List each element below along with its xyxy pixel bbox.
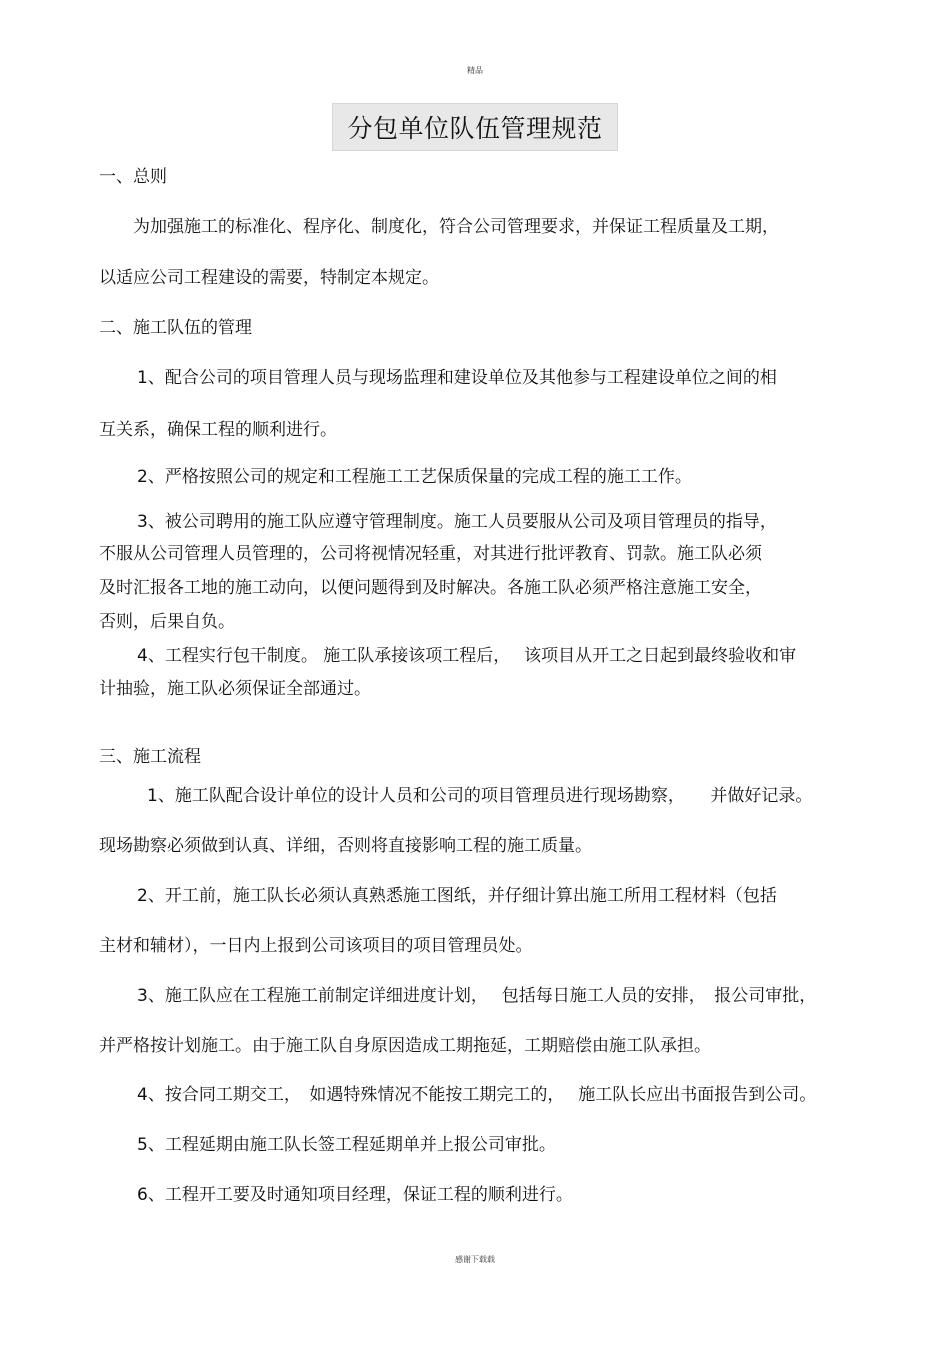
- paragraph-line: 不服从公司管理人员管理的，公司将视情况轻重，对其进行批评教育、罚款。施工队必须: [99, 544, 762, 564]
- paragraph-line: 4、按合同工期交工， 如遇特殊情况不能按工期完工的， 施工队长应出书面报告到公司。: [137, 1085, 817, 1105]
- section-heading-team-management: 二、施工队伍的管理: [99, 318, 252, 338]
- paragraph-line: 互关系，确保工程的顺利进行。: [99, 420, 337, 440]
- paragraph-line: 主材和辅材），一日内上报到公司该项目的项目管理员处。: [99, 936, 533, 956]
- paragraph-line: 6、工程开工要及时通知项目经理，保证工程的顺利进行。: [137, 1185, 573, 1205]
- paragraph-line: 2、严格按照公司的规定和工程施工工艺保质保量的完成工程的施工工作。: [137, 467, 692, 487]
- paragraph-line: 并严格按计划施工。由于施工队自身原因造成工期拖延，工期赔偿由施工队承担。: [99, 1036, 711, 1056]
- section-heading-general: 一、总则: [99, 167, 167, 187]
- paragraph-line: 1、配合公司的项目管理人员与现场监理和建设单位及其他参与工程建设单位之间的相: [137, 368, 777, 388]
- paragraph-line: 5、工程延期由施工队长签工程延期单并上报公司审批。: [137, 1135, 556, 1155]
- paragraph-line: 以适应公司工程建设的需要，特制定本规定。: [99, 268, 439, 288]
- page-header: 精品: [467, 66, 483, 75]
- section-heading-construction-flow: 三、施工流程: [99, 747, 201, 767]
- paragraph-line: 2、开工前，施工队长必须认真熟悉施工图纸，并仔细计算出施工所用工程材料（包括: [137, 886, 777, 906]
- title-box: [332, 103, 618, 151]
- document-title: 分包单位队伍管理规范: [347, 114, 603, 143]
- paragraph-line: 1、施工队配合设计单位的设计人员和公司的项目管理员进行现场勘察， 并做好记录。: [147, 786, 813, 806]
- paragraph-line: 及时汇报各工地的施工动向，以便问题得到及时解决。各施工队必须严格注意施工安全，: [99, 578, 762, 598]
- paragraph-line: 为加强施工的标准化、程序化、制度化，符合公司管理要求，并保证工程质量及工期，: [133, 217, 779, 237]
- page-footer: 感谢下载载: [455, 1255, 495, 1264]
- paragraph-line: 现场勘察必须做到认真、详细，否则将直接影响工程的施工质量。: [99, 836, 592, 856]
- paragraph-line: 计抽验，施工队必须保证全部通过。: [99, 679, 371, 699]
- paragraph-line: 否则，后果自负。: [99, 612, 235, 632]
- paragraph-line: 4、工程实行包干制度。 施工队承接该项工程后， 该项目从开工之日起到最终验收和审: [137, 646, 797, 666]
- paragraph-line: 3、被公司聘用的施工队应遵守管理制度。施工人员要服从公司及项目管理员的指导，: [137, 512, 777, 532]
- paragraph-line: 3、施工队应在工程施工前制定详细进度计划， 包括每日施工人员的安排， 报公司审批，: [137, 986, 817, 1006]
